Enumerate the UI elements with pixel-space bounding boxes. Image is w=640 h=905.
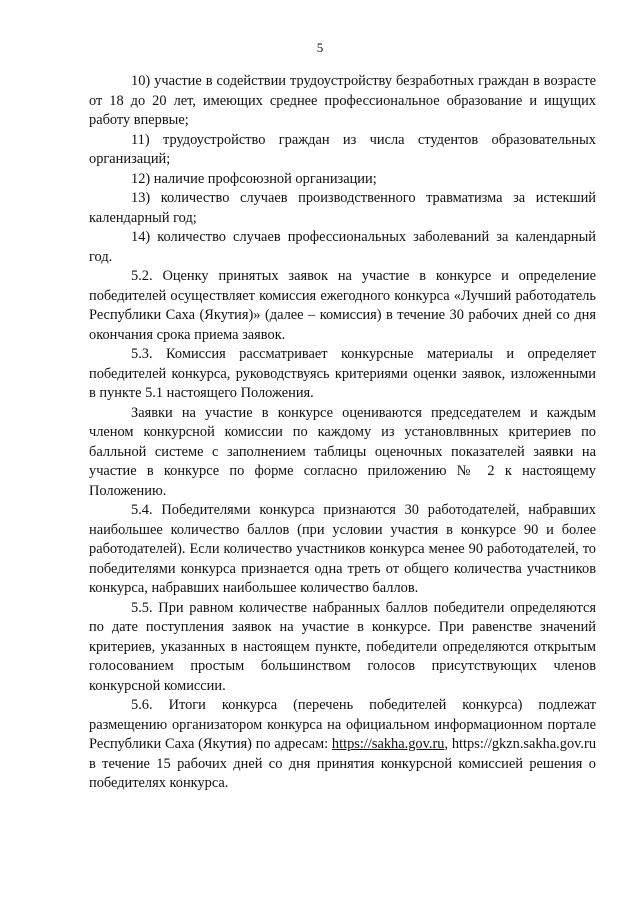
paragraph-item-14: 14) количество случаев профессиональных заболеваний за календарный год. (89, 229, 596, 265)
paragraph-5-6 (89, 696, 596, 794)
paragraph-5-6-tail: в течение 15 рабочих дней со дня принятия конкурсной комиссией решения о победителях конкурса. (89, 755, 596, 791)
page-number: 5 (316, 40, 324, 55)
paragraph-5-2: 5.2. Оценку принятых заявок на участие в конкурсе и определение победителей осуществляет комиссия ежегодного конкурса «Лучший работодатель Республики Саха (Якутия)» (далее – комиссия) в течение 30 рабочих дней со дня окончания срока приема заявок. (89, 268, 596, 343)
paragraph-item-12: 12) наличие профсоюзной организации; (131, 170, 377, 187)
paragraph-applications-evaluation: Заявки на участие в конкурсе оцениваются председателем и каждым членом конкурсной комиссии по каждому из установлвнных критериев по балльной системе с заполнением таблицы оценочных показателей заявки на участие в конкурсе по форме согласно приложению № 2 к настоящему Положению. (89, 404, 596, 499)
paragraph-item-11: 11) трудоустройство граждан из числа студентов образовательных организаций; (89, 131, 596, 167)
paragraph-5-6-text: 5.6. Итоги конкурса (перечень победителей конкурса) подлежат размещению организатором конкурса на официальном информационном портале Республики Саха (Якутия) по адресам: (89, 697, 596, 752)
paragraph-5-3: 5.3. Комиссия рассматривает конкурсные материалы и определяет победителей конкурса, руководствуясь критериями оценки заявок, изложенными в пункте 5.1 настоящего Положения. (89, 346, 596, 401)
link-separator: , (444, 736, 452, 752)
paragraph-5-5: 5.5. При равном количестве набранных баллов победители определяются по дате поступления заявок на участие в конкурсе. При равенстве значений критериев, указанных в настоящем пункте, победители определяются открытым голосованием простым большинством голосов присутствующих членов конкурсной комиссии. (89, 599, 596, 694)
sakha-gov-link[interactable]: https://sakha.gov.ru (331, 736, 445, 752)
paragraph-5-4: 5.4. Победителями конкурса признаются 30 работодателей, набравших наибольшее количество баллов (при условии участия в конкурсе 90 и более работодателей). Если количество участников конкурса менее 90 работодателей, то победителями конкурса признается одна треть от общего количества участников конкурса, набравших наибольшее количество баллов. (89, 502, 596, 596)
document-body (89, 72, 596, 794)
gkzn-sakha-gov-link[interactable]: https://gkzn.sakha.gov.ru (451, 736, 597, 752)
paragraph-item-13: 13) количество случаев производственного травматизма за истекший календарный год; (89, 190, 596, 226)
paragraph-item-10: 10) участие в содействии трудоустройству безработных граждан в возрасте от 18 до 20 лет, имеющих среднее профессиональное образование и ищущих работу впервые; (89, 73, 596, 128)
